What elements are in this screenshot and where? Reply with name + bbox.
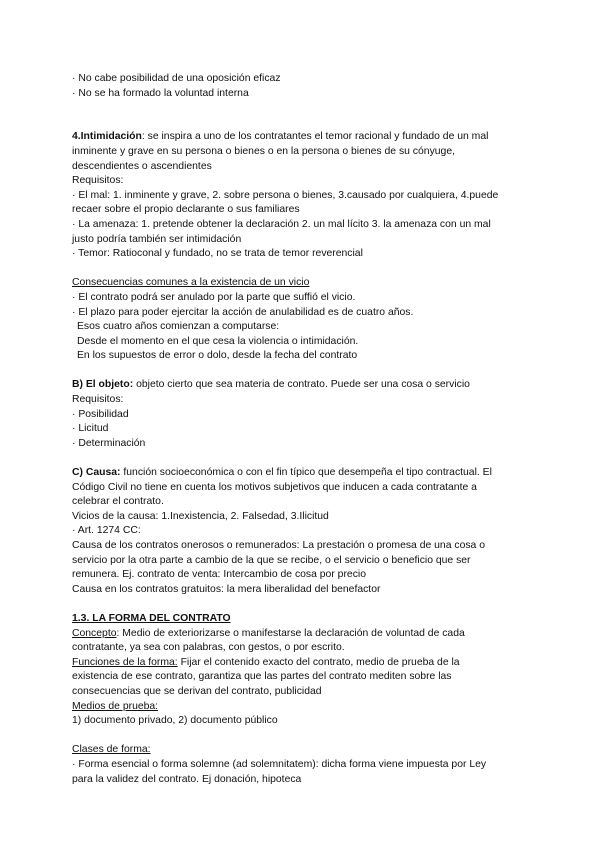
intimidacion-title: 4.Intimidación [72, 131, 142, 143]
consecuencias-line-1: · El contrato podrá ser anulado por la parte que suffió el vicio. [72, 291, 356, 303]
intimidacion-line-2: inminente y grave en su persona o bienes o en la persona o bienes de su cónyuge, [72, 145, 455, 157]
objeto-requisitos-label: Requisitos: [72, 394, 124, 406]
spacer [72, 451, 534, 466]
forma-concepto-line-1 [72, 627, 534, 642]
causa-onerosos-1: Causa de los contratos onerosos o remunerados: La prestación o promesa de una cosa o [72, 540, 485, 551]
objeto-heading-line [72, 378, 534, 393]
spacer [72, 364, 534, 379]
spacer [72, 116, 534, 131]
consecuencias-line-2: · El plazo para poder ejercitar la acción de anulabilidad es de cuatro años. [72, 306, 414, 318]
forma-section-heading: 1.3. LA FORMA DEL CONTRATO [72, 612, 231, 624]
forma-funciones-line-1 [72, 656, 534, 671]
consecuencias-line-4: Desde el momento en el que cesa la violencia o intimidación. [77, 335, 359, 347]
concepto-label: Concepto [72, 627, 117, 639]
causa-onerosos-2: servicio por la otra parte a cambio de la que se recibe, o el servicio o beneficio que ser [72, 554, 471, 566]
causa-article: · Art. 1274 CC: [72, 525, 141, 537]
intimidacion-req-mal-2: recaer sobre el propio declarante o sus familiares [72, 204, 300, 216]
medios-prueba-text: 1) documento privado, 2) documento público [72, 715, 278, 727]
consecuencias-line-3: Esos cuatro años comienzan a computarse: [77, 321, 280, 333]
clases-forma-line-2: para la validez del contrato. Ej donación, hipoteca [72, 773, 302, 785]
objeto-title: B) El objeto: [72, 379, 134, 391]
causa-heading-line [72, 466, 534, 481]
causa-line-3: celebrar el contrato. [72, 496, 164, 508]
objeto-req-determinacion: · Determinación [72, 437, 146, 449]
consecuencias-heading: Consecuencias comunes a la existencia de un vicio [72, 277, 310, 289]
intimidacion-requisitos-label: Requisitos: [72, 175, 124, 187]
causa-line-2: Código Civil no tiene en cuenta los motivos subjetivos que inducen a cada contratante a [72, 481, 477, 493]
objeto-req-licitud: · Licitud [72, 423, 109, 435]
consecuencias-line-5: En los supuestos de error o dolo, desde la fecha del contrato [77, 350, 358, 362]
intimidacion-req-amenaza-2: justo podría también ser intimidación [72, 233, 242, 245]
intro-line-1: · No cabe posibilidad de una oposición eficaz [72, 73, 281, 84]
intimidacion-heading-line [72, 130, 534, 145]
forma-concepto-line-2: contratante, ya sea con palabras, con gestos, o por escrito. [72, 642, 345, 654]
document-body [72, 72, 534, 787]
causa-title: C) Causa: [72, 467, 121, 479]
medios-prueba-label: Medios de prueba: [72, 700, 159, 712]
spacer [72, 101, 534, 116]
spacer [72, 262, 534, 277]
funciones-label: Funciones de la forma: [72, 656, 178, 668]
causa-vicios: Vicios de la causa: 1.Inexistencia, 2. Falsedad, 3.Ilicitud [72, 510, 329, 522]
spacer [72, 729, 534, 744]
objeto-text: objeto cierto que sea materia de contrato. Puede ser una cosa o servicio [133, 379, 470, 391]
clases-forma-label: Clases de forma: [72, 744, 151, 756]
intro-line-2: · No se ha formado la voluntad interna [72, 87, 249, 99]
intimidacion-req-mal-1: · El mal: 1. inminente y grave, 2. sobre persona o bienes, 3.causado por cualquiera, 4.puede [72, 189, 499, 201]
clases-forma-line-1: · Forma esencial o forma solemne (ad solemnitatem): dicha forma viene impuesta por Ley [72, 758, 487, 770]
intimidacion-text: : se inspira a uno de los contratantes el temor racional y fundado de un mal [141, 131, 489, 143]
intimidacion-req-amenaza-1: · La amenaza: 1. pretende obtener la declaración 2. un mal lícito 3. la amenaza con un mal [72, 218, 491, 230]
concepto-text: : Medio de exteriorizarse o manifestarse la declaración de voluntad de cada [116, 627, 465, 639]
objeto-req-posibilidad: · Posibilidad [72, 408, 129, 420]
forma-funciones-line-2: existencia de ese contrato, garantiza que las partes del contrato mediten sobre las [72, 671, 452, 683]
forma-funciones-line-3: consecuencias que se derivan del contrato, publicidad [72, 685, 322, 697]
causa-onerosos-3: remunera. Ej. contrato de venta: Intercambio de cosa por precio [72, 569, 366, 581]
funciones-text: Fijar el contenido exacto del contrato, medio de prueba de la [177, 656, 460, 668]
spacer [72, 597, 534, 612]
causa-text: función socioeconómica o con el fin típico que desempeña el tipo contractual. El [120, 467, 492, 479]
intimidacion-line-3: descendientes o ascendientes [72, 160, 212, 172]
causa-gratuitos: Causa en los contratos gratuitos: la mera liberalidad del benefactor [72, 583, 381, 595]
intimidacion-req-temor: · Temor: Ratioconal y fundado, no se trata de temor reverencial [72, 248, 363, 260]
